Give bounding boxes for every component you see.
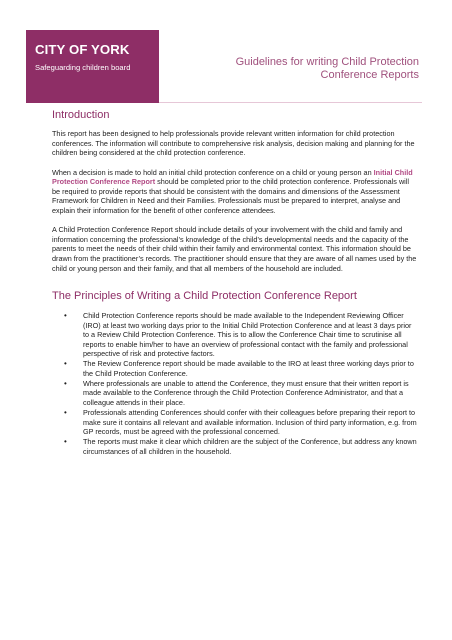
header-divider bbox=[159, 102, 422, 103]
list-item-text: The reports must make it clear which children are the subject of the Conference, but address any known circumstances of all children in the household. bbox=[83, 437, 417, 456]
document-title-line-2: Conference Reports bbox=[320, 69, 419, 81]
list-item bbox=[52, 359, 418, 378]
bullet-icon: • bbox=[64, 408, 67, 418]
org-name: CITY OF YORK bbox=[35, 42, 130, 57]
principles-list bbox=[52, 311, 418, 456]
intro-paragraph-3: A Child Protection Conference Report should include details of your involvement with the child and family and information concerning the professional’s knowledge of the child’s developmental needs and the capacity of the parents to meet the needs of their child within their family and environmental context. This information should be drawn from the practitioner’s records. The practitioner should ensure that they are aware of all names used by the child or young person and their family, and that all members of the household are included. bbox=[52, 225, 417, 273]
list-item-text: Child Protection Conference reports should be made available to the Independent Reviewing Officer (IRO) at least two working days prior to the Initial Child Protection Conference and at least 3 days prior to a Review Child Protection Conference. This is to allow the Conference Chair time to scrutinise all reports to enable him/her to have an overview of professional contact with the family and professional perspective of risk and protective factors. bbox=[83, 311, 412, 359]
list-item bbox=[52, 408, 418, 437]
document-title bbox=[236, 56, 419, 82]
org-logo-block bbox=[26, 30, 159, 103]
bullet-icon: • bbox=[64, 311, 67, 321]
list-item bbox=[52, 311, 418, 359]
list-item-text: The Review Conference report should be made available to the IRO at least three working days prior to the Child Protection Conference. bbox=[83, 359, 414, 378]
list-item-text: Where professionals are unable to attend the Conference, they must ensure that their written report is made available to the Conference through the Child Protection Conference Administrator, and that a colleague attends in their place. bbox=[83, 378, 409, 408]
intro-paragraph-2-text-a: When a decision is made to hold an initial child protection conference on a child or young person an bbox=[52, 167, 374, 177]
list-item bbox=[52, 379, 418, 408]
bullet-icon: • bbox=[64, 359, 67, 369]
bullet-icon: • bbox=[64, 378, 67, 388]
document-body bbox=[52, 108, 418, 457]
principles-heading: The Principles of Writing a Child Protection Conference Report bbox=[52, 290, 357, 303]
org-subtitle: Safeguarding children board bbox=[35, 63, 131, 72]
introduction-heading: Introduction bbox=[52, 109, 110, 121]
intro-paragraph-1: This report has been designed to help professionals provide relevant written information for child protection conferences. The information will contribute to comprehensive risk analysis, decision making and planning for the children being considered at the child protection conference. bbox=[52, 129, 415, 158]
document-title-line-1: Guidelines for writing Child Protection bbox=[235, 56, 419, 68]
list-item bbox=[52, 437, 418, 456]
intro-paragraph-2 bbox=[52, 168, 418, 216]
list-item-text: Professionals attending Conferences should confer with their colleagues before preparing their report to make sure it contains all relevant and available information. Inclusion of third party information, e.g. from GP records, must be agreed with the professional concerned. bbox=[83, 408, 417, 437]
intro-paragraph-2-text-b: should be completed prior to the child protection conference. Professionals will be required to provide reports that should be consistent with the domains and dimensions of the Assessment Framework for Children in Need and their Families. Professionals must be prepared to interpret, analyse and explain their information for the benefit of other conference attendees. bbox=[52, 177, 410, 215]
report-name-highlight: Initial Child Protection Conference Report bbox=[52, 167, 413, 187]
bullet-icon: • bbox=[64, 437, 67, 447]
